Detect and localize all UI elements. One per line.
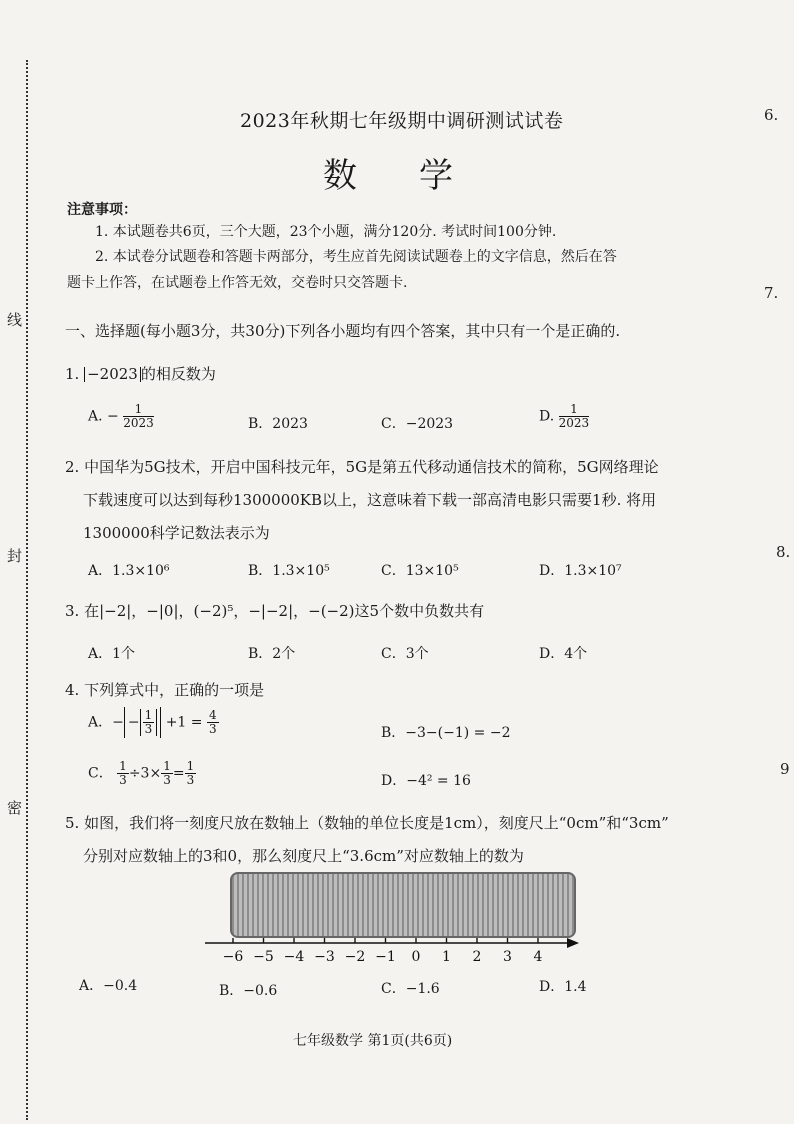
q4-option-d: D．−4² = 16 <box>381 773 471 789</box>
q4-a-fraction <box>143 709 155 736</box>
tick-label: −2 <box>344 949 366 965</box>
q2-option-b: B．1.3×10⁵ <box>248 563 330 579</box>
q5-option-c: C．−1.6 <box>381 981 440 997</box>
q1-d-den: 2023 <box>558 416 590 430</box>
q3-option-a: A．1个 <box>88 646 136 662</box>
binding-label-feng: 封 <box>5 548 23 563</box>
number-line-arrow <box>567 938 579 948</box>
notice-line-2: 2. 本试卷分试题卷和答题卡两部分，考生应首先阅读试题卷上的文字信息，然后在答 <box>95 249 617 265</box>
q5-line-2: 分别对应数轴上的3和0，那么刻度尺上“3.6cm”对应数轴上的数为 <box>83 847 524 865</box>
number-line-ticks <box>223 938 543 965</box>
q5-ruler-image <box>230 872 576 938</box>
q4-option-b: B．−3−(−1) = −2 <box>381 725 511 741</box>
bleed-q8: 8. <box>776 543 791 561</box>
q4-option-c <box>88 760 196 787</box>
q1-d-num: 1 <box>559 403 590 417</box>
q4-a-result <box>207 709 219 736</box>
q5-number-line <box>205 937 585 971</box>
q4-c-n1: 1 <box>119 759 127 773</box>
q1-d-fraction <box>559 403 590 430</box>
q1-a-label: A. <box>88 408 103 425</box>
q1-option-d <box>539 403 589 430</box>
q3-option-c: C．3个 <box>381 646 429 662</box>
q4-c-d1: 3 <box>119 773 127 787</box>
notice-line-1: 1. 本试题卷共6页，三个大题，23个小题，满分120分. 考试时间100分钟. <box>95 224 557 240</box>
q1-a-sign: − <box>107 408 119 425</box>
q4-c-frac-2 <box>161 760 173 787</box>
q1-stem-text: 的相反数为 <box>140 365 216 383</box>
q4-a-rden: 3 <box>208 722 217 736</box>
q4-a-mid: +1 = <box>165 714 203 731</box>
tick-label: 1 <box>442 949 451 965</box>
q4-c-frac-3 <box>185 760 197 787</box>
q1-stem <box>65 363 216 384</box>
q4-c-n2: 1 <box>163 759 171 773</box>
q2-option-d: D．1.3×10⁷ <box>539 563 622 579</box>
q4-a-minus: − <box>112 714 124 731</box>
q3-stem: 3. 在|−2|，−|0|，(−2)⁵，−|−2|，−(−2)这5个数中负数共有 <box>65 602 485 620</box>
q4-a-label: A． <box>88 714 113 731</box>
tick-label: 3 <box>503 949 512 965</box>
tick-label: −6 <box>222 949 244 965</box>
binding-label-mi: 密 <box>5 800 23 815</box>
subject-title: 数学 <box>323 156 515 196</box>
q4-a-num: 1 <box>144 708 153 722</box>
notice-line-3: 题卡上作答，在试题卷上作答无效，交卷时只交答题卡. <box>67 275 408 291</box>
q1-d-label: D. <box>539 408 555 425</box>
q4-c-label: C． <box>88 765 113 782</box>
exam-title: 2023年秋期七年级期中调研测试试卷 <box>240 110 564 132</box>
q1-option-b: B．2023 <box>248 416 308 432</box>
bleed-q9: 9 <box>780 760 790 778</box>
q2-line-2: 下载速度可以达到每秒1300000KB以上，这意味着下载一部高清电影只需要1秒. 将用 <box>83 491 657 509</box>
q4-c-d3: 3 <box>186 773 195 787</box>
q1-option-c: C．−2023 <box>381 416 454 432</box>
q1-option-a <box>88 403 154 430</box>
tick-label: −1 <box>375 949 396 965</box>
q4-stem: 4. 下列算式中，正确的一项是 <box>65 681 265 699</box>
q4-c-mid2: = <box>172 765 185 782</box>
q3-option-d: D．4个 <box>539 646 588 662</box>
q4-option-a <box>88 707 219 738</box>
tick-label: 2 <box>472 949 482 965</box>
q5-option-d: D．1.4 <box>539 979 587 995</box>
q1-a-den: 2023 <box>123 416 154 430</box>
tick-label: −5 <box>253 949 274 965</box>
q3-option-b: B．2个 <box>248 646 296 662</box>
tick-label: −3 <box>314 949 335 965</box>
q4-c-frac-1 <box>117 760 129 787</box>
tick-label: 4 <box>533 949 543 965</box>
q2-line-1: 2. 中国华为5G技术，开启中国科技元年，5G是第五代移动通信技术的简称，5G网络理论 <box>65 458 659 476</box>
bleed-q7: 7. <box>764 284 779 302</box>
q4-c-d2: 3 <box>163 773 171 787</box>
q2-option-c: C．13×10⁵ <box>381 563 459 579</box>
binding-dotted-line <box>26 60 28 1120</box>
q1-a-fraction <box>123 403 154 430</box>
q4-c-n3: 1 <box>186 759 195 773</box>
notice-heading: 注意事项： <box>67 202 137 218</box>
tick-label: 0 <box>411 949 421 965</box>
q4-c-mid1: ÷3× <box>128 765 162 782</box>
q4-a-inner-abs <box>140 709 158 736</box>
tick-label: −4 <box>283 949 305 965</box>
binding-label-xian: 线 <box>5 312 23 327</box>
q1-a-num: 1 <box>123 403 154 417</box>
section-1-heading: 一、选择题(每小题3分，共30分)下列各小题均有四个答案，其中只有一个是正确的. <box>65 322 621 340</box>
q2-option-a: A．1.3×10⁶ <box>88 563 170 579</box>
q2-line-3: 1300000科学记数法表示为 <box>83 524 270 542</box>
q4-a-rnum: 4 <box>208 708 217 722</box>
exam-page <box>55 0 755 1124</box>
q1-abs-value: −2023 <box>84 367 141 382</box>
q5-option-b: B．−0.6 <box>219 983 278 999</box>
q5-option-a: A．−0.4 <box>79 978 138 994</box>
page-footer: 七年级数学 第1页(共6页) <box>293 1033 453 1049</box>
q1-number: 1. <box>65 365 80 383</box>
q4-a-outer-abs: − $\frac{1}{3}$ <box>124 707 161 738</box>
q5-line-1: 5. 如图，我们将一刻度尺放在数轴上（数轴的单位长度是1cm），刻度尺上“0cm”和“3cm” <box>65 814 669 832</box>
bleed-q6: 6. <box>764 106 779 124</box>
q4-a-den: 3 <box>144 722 153 736</box>
